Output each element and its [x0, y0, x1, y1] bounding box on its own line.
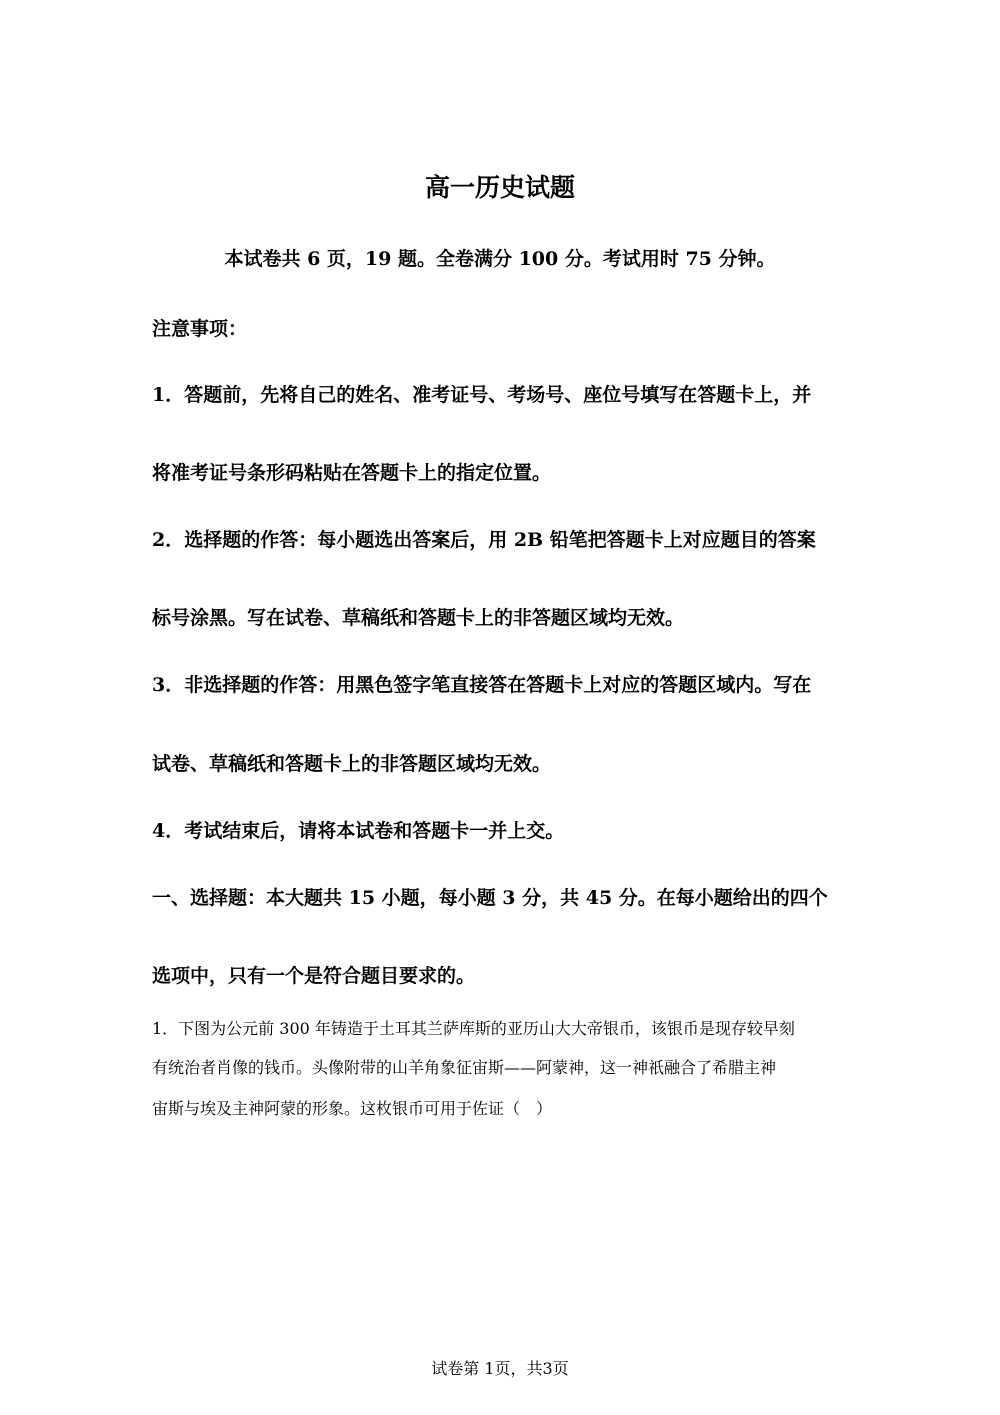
section-heading-line-2: 选项中，只有一个是符合题目要求的。 [152, 965, 476, 987]
notice-3-line-2: 试卷、草稿纸和答题卡上的非答题区域均无效。 [152, 753, 552, 775]
question-1-line-3: 宙斯与埃及主神阿蒙的形象。这枚银币可用于佐证（ ） [152, 1099, 553, 1118]
question-1-line-2: 有统治者肖像的钱币。头像附带的山羊角象征宙斯——阿蒙神，这一神祇融合了希腊主神 [152, 1058, 777, 1077]
notice-1-line-2: 将准考证号条形码粘贴在答题卡上的指定位置。 [152, 462, 552, 484]
notice-1-line-1: 1．答题前，先将自己的姓名、准考证号、考场号、座位号填写在答题卡上，并 [152, 384, 812, 406]
notice-4-line-1: 4．考试结束后，请将本试卷和答题卡一并上交。 [152, 820, 565, 842]
notice-2-line-1: 2．选择题的作答：每小题选出答案后，用 2B 铅笔把答题卡上对应题目的答案 [152, 529, 816, 551]
notice-3-line-1: 3．非选择题的作答：用黑色签字笔直接答在答题卡上对应的答题区域内。写在 [152, 674, 812, 696]
question-1-line-1: 1．下图为公元前 300 年铸造于土耳其兰萨库斯的亚历山大大帝银币，该银币是现存较早刻 [152, 1019, 795, 1038]
notice-2-line-2: 标号涂黑。写在试卷、草稿纸和答题卡上的非答题区域均无效。 [152, 607, 685, 629]
notice-heading: 注意事项： [152, 318, 248, 340]
section-heading-line-1: 一、选择题：本大题共 15 小题，每小题 3 分，共 45 分。在每小题给出的四个 [152, 887, 828, 909]
page-footer: 试卷第 1页，共3页 [431, 1359, 569, 1378]
exam-title: 高一历史试题 [424, 173, 575, 202]
exam-summary: 本试卷共 6 页，19 题。全卷满分 100 分。考试用时 75 分钟。 [224, 248, 776, 270]
